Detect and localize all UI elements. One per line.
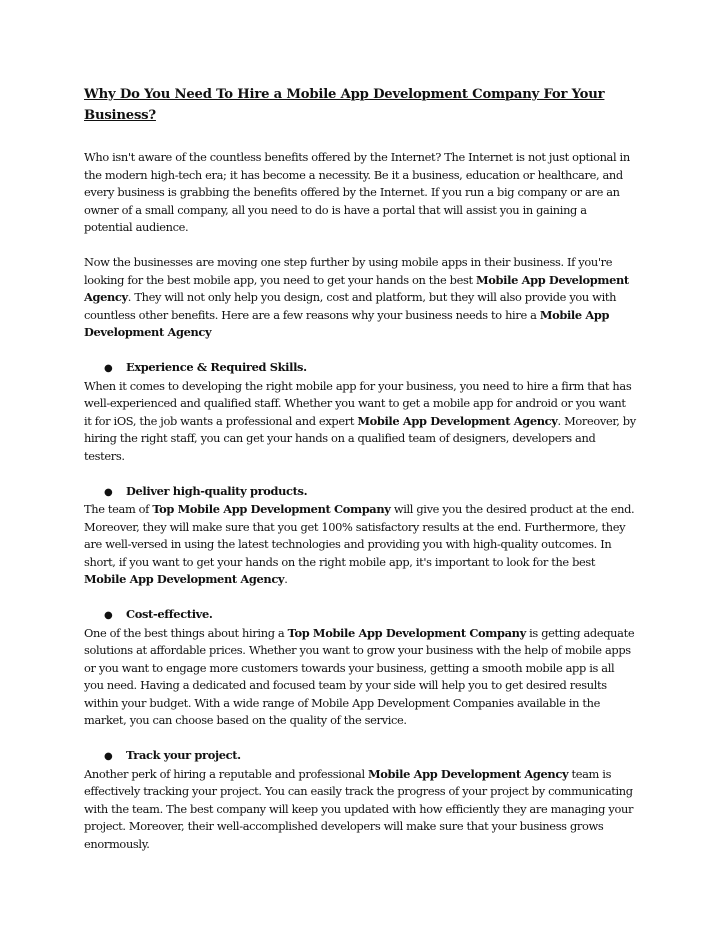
- section-heading-text: Track your project.: [126, 748, 241, 762]
- section-heading: [84, 359, 636, 378]
- section-bold-text: Top Mobile App Development Company: [152, 502, 391, 516]
- section-bold-text: Mobile App Development Agency: [357, 413, 558, 428]
- document-page: [84, 84, 636, 871]
- section-text: The team of: [84, 502, 153, 516]
- intro-p2-text-b: . They will not only help you design, cost and platform, but they will also provide you with countless other benefits. Here are a few reasons why your business needs to hire a: [84, 290, 617, 322]
- document-title: Why Do You Need To Hire a Mobile App Development Company For Your Business?: [84, 87, 605, 123]
- section-bold-text: Mobile App Development Agency: [84, 572, 285, 586]
- section-bold-text: Mobile App Development Agency: [368, 766, 569, 781]
- section-heading-text: Experience & Required Skills.: [126, 360, 307, 374]
- section-heading: [84, 606, 636, 625]
- section-quality: [84, 483, 636, 589]
- section-text: will give you the desired product at the end. Moreover, they will make sure that you get 100% satisfactory results at the end. Furthermore, they are well-versed in using the latest technologies and providing you with high-quality outcomes. In short, if you want to get your hands on the right mobile app, it's important to look for the best: [84, 502, 635, 569]
- section-tracking: [84, 747, 636, 853]
- intro-paragraph-2: [84, 254, 636, 342]
- bullet-icon: ●: [104, 363, 113, 374]
- intro-p2-bold-b: Mobile App Development Agency: [84, 307, 610, 339]
- section-text: When it comes to developing the right mobile app for your business, you need to hire a firm that has well-experienced and qualified staff. Whether you want to get a mobile app for android or you want it for iOS, the job wants a professional and expert: [84, 378, 632, 428]
- intro-paragraph-1: Who isn't aware of the countless benefits offered by the Internet? The Internet is not just optional in the modern high-tech era; it has become a necessity. Be it a business, education or healthcare, and every business is grabbing the benefits offered by the Internet. If you run a big company or are an owner of a small company, all you need to do is have a portal that will assist you in gaining a potential audience.: [84, 150, 630, 234]
- section-text: team is effectively tracking your project. You can easily track the progress of your project by communicating with the team. The best company will keep you updated with how efficiently they are managing your project. Moreover, their well-accomplished developers will make sure that your business grows enormously.: [84, 766, 634, 851]
- section-text: .: [284, 572, 288, 586]
- section-body: [84, 766, 636, 854]
- bullet-icon: ●: [104, 486, 113, 498]
- section-text: One of the best things about hiring a: [84, 625, 288, 640]
- bullet-icon: ●: [104, 751, 113, 762]
- section-body: [84, 625, 636, 730]
- section-heading-text: Cost-effective.: [126, 607, 213, 621]
- section-text: Another perk of hiring a reputable and professional: [84, 766, 369, 781]
- bullet-icon: ●: [104, 610, 113, 621]
- section-body: [84, 501, 636, 589]
- section-text: . Moreover, by hiring the right staff, you can get your hands on a qualified team of designers, developers and testers.: [84, 413, 636, 463]
- section-cost: [84, 606, 636, 730]
- section-heading: [84, 747, 636, 766]
- section-bold-text: Top Mobile App Development Company: [287, 625, 526, 640]
- intro-p2-bold-a: Mobile App Development Agency: [84, 272, 629, 304]
- section-heading: [84, 483, 636, 502]
- intro-p2-text-a: Now the businesses are moving one step further by using mobile apps in their business. If you're looking for the best mobile app, you need to get your hands on the best: [84, 255, 613, 287]
- section-heading-text: Deliver high-quality products.: [126, 483, 308, 498]
- section-text: is getting adequate solutions at affordable prices. Whether you want to grow your business with the help of mobile apps or you want to engage more customers towards your business, getting a smooth mobile app is all you need. Having a dedicated and focused team by your side will help you to get desired results within your budget. With a wide range of Mobile App Development Companies available in the market, you can choose based on the quality of the service.: [84, 625, 635, 727]
- section-body: [84, 378, 636, 466]
- section-experience: [84, 359, 636, 465]
